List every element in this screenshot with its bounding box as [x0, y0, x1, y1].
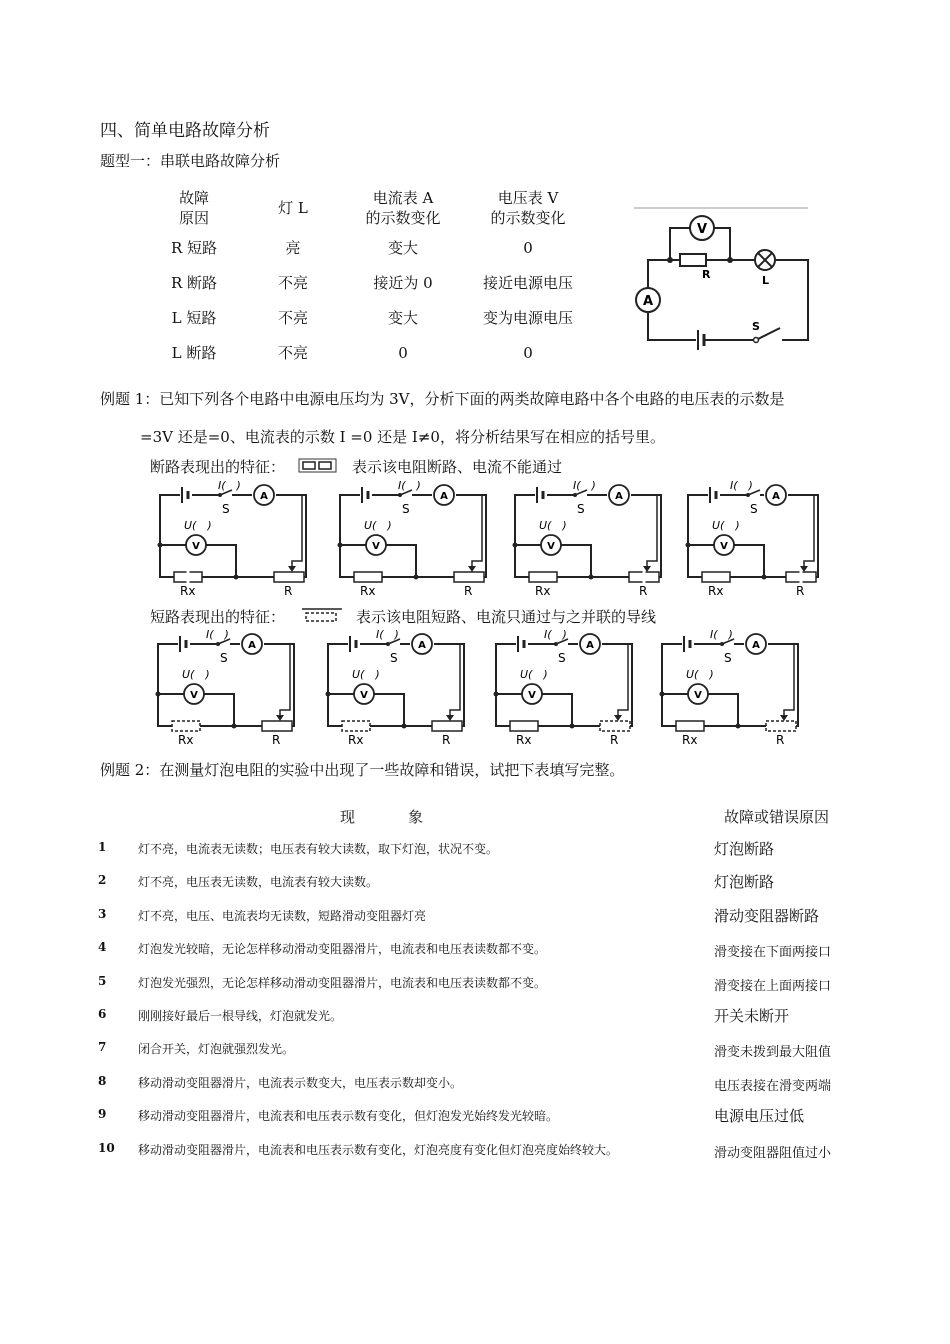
table-row [0, 968, 950, 1001]
slider-wire [450, 644, 460, 718]
table2-header-cause: 故障或错误原因 [724, 808, 830, 826]
junction-dot [232, 724, 237, 729]
cause-text: 电源电压过低 [714, 1107, 805, 1126]
slider-arrow [446, 715, 454, 721]
junction-dot [762, 575, 767, 580]
ammeter-label: A [440, 491, 448, 502]
open-circuit-diagram [505, 477, 675, 605]
row-number: 9 [98, 1107, 107, 1122]
wire [515, 495, 661, 577]
junction-dot [660, 692, 665, 697]
ammeter-label: A [586, 640, 594, 651]
wire [374, 694, 404, 726]
row-number: 8 [98, 1073, 107, 1088]
junction-dot [570, 724, 575, 729]
voltmeter-label: V [360, 690, 368, 701]
ammeter-label: A [772, 491, 780, 502]
switch-label: S [577, 502, 585, 516]
junction-dot [402, 724, 407, 729]
slider-arrow [288, 566, 296, 572]
cell: 不亮 [277, 274, 308, 292]
switch-label: S [558, 651, 566, 665]
slider-wire [292, 495, 302, 569]
slider-arrow [276, 715, 284, 721]
voltmeter-label: V [192, 541, 200, 552]
cell: 变为电源电压 [482, 309, 573, 327]
rheostat-symbol [454, 572, 484, 582]
phenomenon-text: 灯泡发光较暗，无论怎样移动滑动变阻器滑片，电流表和电压表读数都不变。 [138, 942, 547, 957]
header-voltmeter: 电压表 V [497, 189, 559, 207]
wire [708, 694, 738, 726]
cell: L 短路 [171, 309, 217, 327]
rheostat-symbol [600, 721, 630, 731]
junction-dot [158, 543, 163, 548]
switch-dot [720, 642, 724, 646]
current-reading-label: I( ) [376, 628, 399, 641]
table-row [0, 1101, 950, 1134]
rx-label: Rx [682, 733, 698, 747]
rheostat-symbol [766, 721, 796, 731]
open-circuit-diagram [678, 477, 832, 605]
voltmeter-label: V [720, 541, 728, 552]
table-row [150, 335, 598, 370]
cell: 不亮 [277, 344, 308, 362]
switch-label: S [724, 651, 732, 665]
junction-dot [727, 257, 733, 263]
main-circuit-diagram [632, 204, 812, 360]
rheostat-label: R [796, 584, 805, 598]
voltage-reading-label: U( ) [712, 519, 740, 532]
wire [160, 495, 306, 577]
voltmeter-symbol [690, 216, 714, 240]
cell: 0 [523, 343, 533, 362]
row-number: 2 [98, 873, 107, 888]
junction-dot [736, 724, 741, 729]
phenomenon-text: 移动滑动变阻器滑片，电流表和电压表示数有变化，灯泡亮度有变化但灯泡亮度始终较大。 [138, 1142, 619, 1157]
short-feature-label: 短路表现出的特征： [150, 608, 286, 626]
current-reading-label: I( ) [730, 479, 753, 492]
switch-label: S [402, 502, 410, 516]
header-ammeter: 电流表 A [372, 189, 434, 207]
header-ammeter-sub: 的示数变化 [365, 209, 441, 227]
section-title: 四、简单电路故障分析 [100, 121, 270, 141]
open-feature-label: 断路表现出的特征： [150, 458, 286, 476]
row-number: 10 [98, 1140, 115, 1155]
short-circuit-diagram [652, 626, 812, 750]
cell: 亮 [285, 239, 301, 257]
table-row [0, 834, 950, 867]
rx-label: Rx [178, 733, 194, 747]
ammeter-label: A [248, 640, 256, 651]
slider-wire [804, 495, 814, 569]
voltage-reading-label: U( ) [686, 668, 714, 681]
rheostat-symbol [262, 721, 292, 731]
wire [542, 694, 572, 726]
switch-dot [398, 493, 402, 497]
battery-symbol [698, 330, 704, 350]
slider-wire [784, 644, 794, 718]
switch-dot [746, 493, 750, 497]
current-reading-label: I( ) [206, 628, 229, 641]
slider-wire [280, 644, 290, 718]
short-feature-desc: 表示该电阻短路、电流只通过与之并联的导线 [356, 608, 657, 626]
wire [734, 545, 764, 577]
switch-label: S [752, 320, 760, 333]
cell: R 短路 [170, 239, 218, 257]
cause-text: 滑变接在上面两接口 [714, 978, 832, 994]
wire [561, 545, 591, 577]
voltmeter-label: V [528, 690, 536, 701]
junction-dot [513, 543, 518, 548]
rheostat-label: R [464, 584, 473, 598]
voltmeter-label: V [694, 690, 702, 701]
table-row [0, 901, 950, 934]
fault-table [150, 186, 598, 370]
cell: 不亮 [277, 309, 308, 327]
lamp-symbol [755, 250, 775, 270]
rheostat-symbol [432, 721, 462, 731]
cause-text: 灯泡断路 [714, 873, 775, 892]
rx-resistor-symbol [172, 721, 200, 731]
phenomenon-text: 灯不亮，电流表无读数；电压表有较大读数，取下灯泡，状况不变。 [138, 842, 499, 856]
example1-line2: =3V 还是=0、电流表的示数 I =0 还是 I≠0，将分析结果写在相应的括号里。 [140, 428, 665, 446]
wire [386, 545, 416, 577]
row-number: 7 [98, 1040, 107, 1055]
switch-label: S [222, 502, 230, 516]
ammeter-label: A [642, 294, 654, 309]
ammeter-symbol [636, 288, 660, 312]
rx-resistor-symbol [510, 721, 538, 731]
cause-text: 电压表接在滑变两端 [714, 1078, 832, 1094]
cell: R 断路 [170, 274, 218, 292]
slider-wire [618, 644, 628, 718]
voltage-reading-label: U( ) [184, 519, 212, 532]
slider-arrow [780, 715, 788, 721]
current-reading-label: I( ) [544, 628, 567, 641]
cause-text: 滑变未拨到最大阻值 [714, 1045, 832, 1061]
cause-text: 开关未断开 [714, 1007, 790, 1025]
rx-label: Rx [360, 584, 376, 598]
cell: 接近为 0 [373, 274, 433, 292]
table-row [150, 230, 598, 265]
switch-dot [573, 493, 577, 497]
phenomenon-text: 灯不亮，电压表无读数，电流表有较大读数。 [138, 875, 379, 890]
junction-dot [589, 575, 594, 580]
phenomenon-text: 闭合开关，灯泡就强烈发光。 [138, 1042, 295, 1057]
resistor-symbol [680, 254, 706, 266]
cell: 接近电源电压 [482, 274, 573, 292]
example2-text: 例题 2：在测量灯泡电阻的实验中出现了一些故障和错误，试把下表填写完整。 [100, 761, 625, 779]
phenomenon-text: 灯不亮，电压、电流表均无读数，短路滑动变阻器灯亮 [138, 908, 427, 923]
current-reading-label: I( ) [398, 479, 421, 492]
switch-label: S [220, 651, 228, 665]
short-resistor-icon [300, 606, 344, 624]
voltmeter-label: V [547, 541, 555, 552]
rx-label: Rx [535, 584, 551, 598]
wire [340, 495, 486, 577]
fault-table-header [150, 186, 598, 230]
header-lamp: 灯 L [278, 199, 308, 217]
switch-label: S [750, 502, 758, 516]
row-number: 5 [98, 973, 107, 988]
cell: 变大 [387, 309, 418, 327]
rx-resistor-symbol [676, 721, 704, 731]
voltmeter-label: V [696, 222, 708, 237]
cell: 变大 [387, 239, 418, 257]
slider-arrow [614, 715, 622, 721]
ammeter-label: A [418, 640, 426, 651]
switch-label: S [390, 651, 398, 665]
wire [204, 694, 234, 726]
cause-text: 滑动变阻器断路 [714, 906, 820, 925]
ammeter-label: A [615, 491, 623, 502]
header-fault: 故障 [178, 189, 209, 207]
table-row [150, 300, 598, 335]
current-reading-label: I( ) [218, 479, 241, 492]
rheostat-label: R [272, 733, 281, 747]
table-row [150, 265, 598, 300]
rheostat-label: R [639, 584, 648, 598]
phenomenon-text: 移动滑动变阻器滑片，电流表示数变大，电压表示数却变小。 [138, 1075, 463, 1090]
phenomenon-text: 灯泡发光强烈，无论怎样移动滑动变阻器滑片，电流表和电压表读数都不变。 [138, 975, 547, 990]
header-voltmeter-sub: 的示数变化 [490, 209, 566, 227]
rx-resistor-symbol [529, 572, 557, 582]
rheostat-label: R [610, 733, 619, 747]
switch-symbol [754, 338, 759, 343]
table2-header-phenomenon: 现 象 [340, 808, 426, 826]
rx-label: Rx [708, 584, 724, 598]
current-reading-label: I( ) [710, 628, 733, 641]
slider-wire [647, 495, 657, 569]
open-resistor-icon [298, 458, 338, 474]
switch-dot [386, 642, 390, 646]
table-row [0, 934, 950, 967]
short-circuits-row [148, 626, 812, 750]
lamp-label: L [762, 274, 770, 287]
ammeter-label: A [752, 640, 760, 651]
table-row [0, 1001, 950, 1034]
junction-dot [234, 575, 239, 580]
voltage-reading-label: U( ) [539, 519, 567, 532]
phenomenon-text: 刚刚接好最后一根导线，灯泡就发光。 [138, 1009, 343, 1023]
cell: L 断路 [171, 344, 217, 362]
short-circuit-diagram [486, 626, 646, 750]
rheostat-label: R [284, 584, 293, 598]
cause-text: 滑动变阻器阻值过小 [714, 1145, 832, 1161]
rheostat-label: R [776, 733, 785, 747]
voltage-reading-label: U( ) [182, 668, 210, 681]
voltage-reading-label: U( ) [352, 668, 380, 681]
table-row [0, 1068, 950, 1101]
open-circuits-row [150, 477, 832, 605]
rheostat-label: R [442, 733, 451, 747]
row-number: 6 [98, 1007, 107, 1021]
slider-wire [472, 495, 482, 569]
slider-arrow [468, 566, 476, 572]
short-circuit-diagram [318, 626, 478, 750]
open-feature-desc: 表示该电阻断路、电流不能通过 [352, 458, 563, 476]
subtitle: 题型一：串联电路故障分析 [100, 152, 281, 170]
junction-dot [667, 257, 673, 263]
wire [206, 545, 236, 577]
row-number: 4 [98, 940, 107, 955]
cause-text: 滑变接在下面两接口 [714, 945, 832, 961]
rx-label: Rx [180, 584, 196, 598]
rx-label: Rx [348, 733, 364, 747]
example1-line1: 例题 1：已知下列各个电路中电源电压均为 3V，分析下面的两类故障电路中各个电路的电压表的示数是 [100, 390, 785, 408]
short-circuit-diagram [148, 626, 308, 750]
table-row [0, 1034, 950, 1067]
switch-dot [216, 642, 220, 646]
voltage-reading-label: U( ) [364, 519, 392, 532]
junction-dot [338, 543, 343, 548]
open-circuit-diagram [330, 477, 500, 605]
voltage-reading-label: U( ) [520, 668, 548, 681]
cell: 0 [523, 238, 533, 257]
ammeter-label: A [260, 491, 268, 502]
rx-resistor-symbol [342, 721, 370, 731]
row-number: 1 [98, 840, 107, 854]
cause-text: 灯泡断路 [714, 840, 775, 858]
junction-dot [686, 543, 691, 548]
table-row [0, 867, 950, 900]
rx-resistor-symbol [702, 572, 730, 582]
phenomenon-text: 移动滑动变阻器滑片，电流表和电压表示数有变化，但灯泡发光始终发光较暗。 [138, 1109, 559, 1124]
junction-dot [326, 692, 331, 697]
voltmeter-label: V [372, 541, 380, 552]
table-row [0, 1135, 950, 1168]
cell: 0 [398, 343, 408, 362]
resistor-label: R [702, 268, 711, 281]
rx-resistor-symbol [354, 572, 382, 582]
voltmeter-label: V [190, 690, 198, 701]
current-reading-label: I( ) [573, 479, 596, 492]
junction-dot [156, 692, 161, 697]
open-circuit-diagram [150, 477, 320, 605]
junction-dot [414, 575, 419, 580]
junction-dot [494, 692, 499, 697]
switch-dot [218, 493, 222, 497]
rheostat-symbol [274, 572, 304, 582]
rx-label: Rx [516, 733, 532, 747]
row-number: 3 [98, 906, 107, 921]
switch-dot [554, 642, 558, 646]
header-cause: 原因 [178, 209, 209, 227]
